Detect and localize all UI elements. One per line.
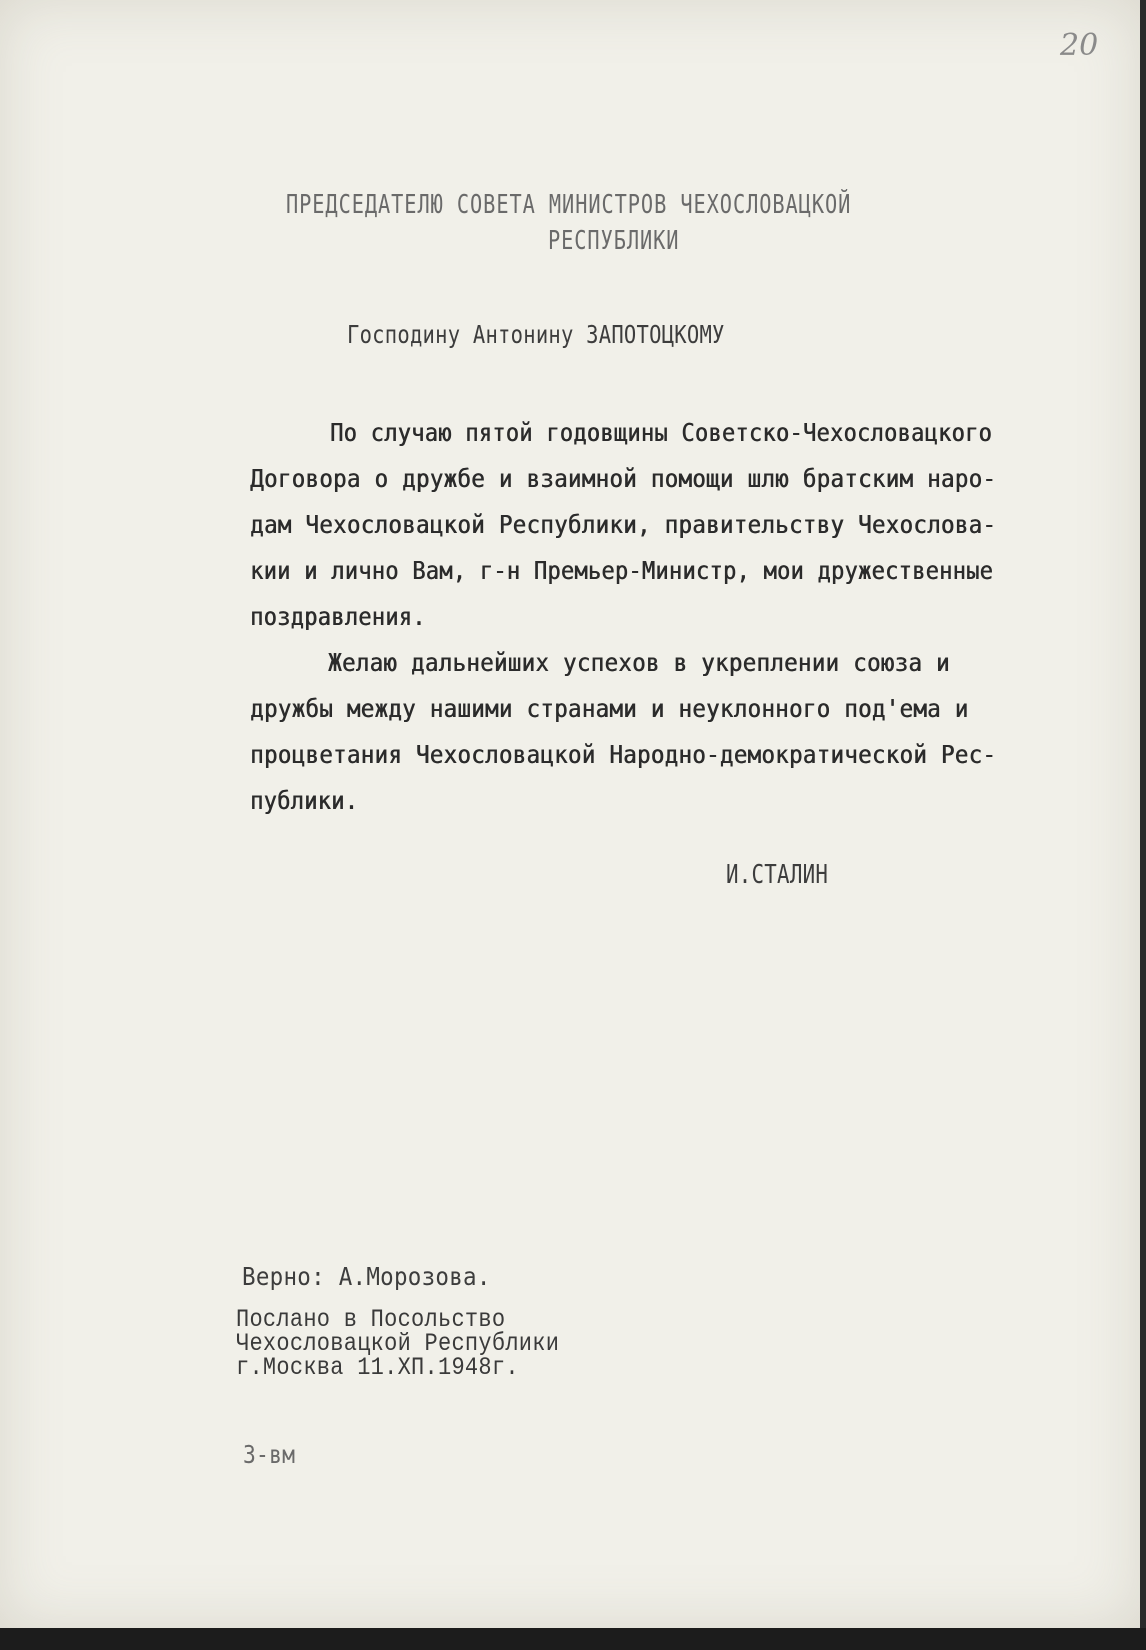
- sent-note-line-1: Послано в Посольство: [236, 1305, 506, 1334]
- paragraph2-line-1: Желаю дальнейших успехов в укреплении союза и: [328, 648, 950, 677]
- heading-line-2: РЕСПУБЛИКИ: [548, 226, 680, 256]
- paragraph1-line-2: Договора о дружбе и взаимной помощи шлю братским наро-: [250, 464, 997, 493]
- signature: И.СТАЛИН: [726, 860, 829, 890]
- paragraph2-line-3: процветания Чехословацкой Народно-демократической Рес-: [250, 740, 997, 769]
- paragraph1-line-1: По случаю пятой годовщины Советско-Чехословацкого: [330, 418, 992, 447]
- paragraph1-line-3: дам Чехословацкой Республики, правительству Чехослова-: [250, 510, 997, 539]
- addressee-line: Господину Антонину ЗАПОТОЦКОМУ: [347, 320, 725, 349]
- paragraph1-line-5: поздравления.: [250, 602, 426, 631]
- paragraph2-line-2: дружбы между нашими странами и неуклонного под'ема и: [250, 694, 969, 723]
- paragraph2-line-4: публики.: [250, 786, 359, 815]
- page-number: 20: [1060, 28, 1099, 63]
- sent-note-line-3: г.Москва 11.XП.1948г.: [236, 1353, 519, 1382]
- heading-line-1: ПРЕДСЕДАТЕЛЮ СОВЕТА МИНИСТРОВ ЧЕХОСЛОВАЦКОЙ: [286, 190, 852, 220]
- certification-line: Верно: А.Морозова.: [242, 1262, 491, 1291]
- paragraph1-line-4: кии и лично Вам, г-н Премьер-Министр, мои дружественные: [250, 556, 994, 585]
- page-edge: [1140, 0, 1146, 1650]
- sent-note-line-2: Чехословацкой Республики: [236, 1329, 560, 1358]
- page-bottom-edge: [0, 1628, 1146, 1650]
- typist-mark: 3-вм: [243, 1440, 296, 1469]
